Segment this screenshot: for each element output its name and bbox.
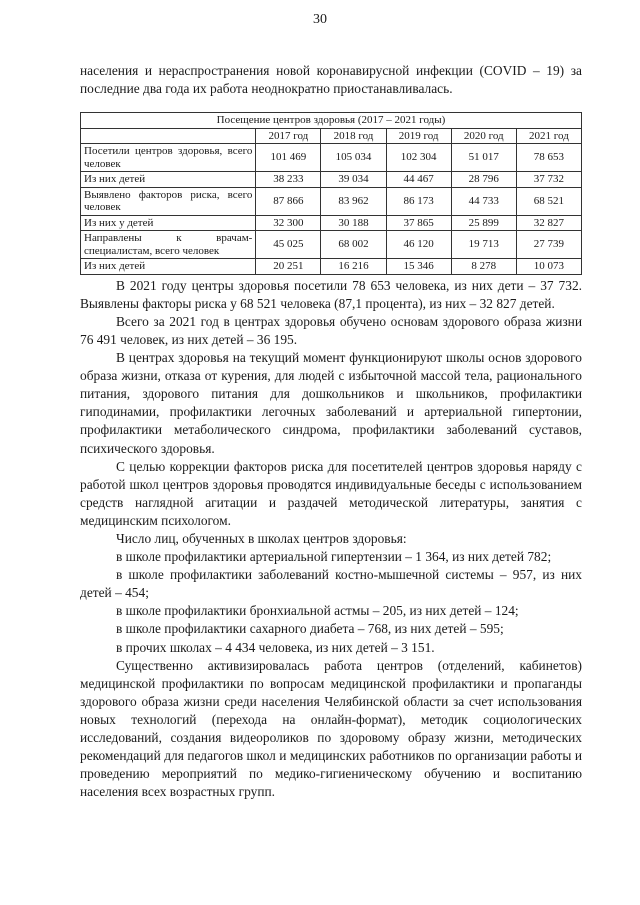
table-cell: 51 017 — [451, 144, 516, 172]
table-cell: 8 278 — [451, 259, 516, 275]
table-cell: 37 865 — [386, 215, 451, 231]
list-item: в школе профилактики артериальной гипертензии – 1 364, из них детей 782; — [116, 549, 552, 565]
table-cell: 32 827 — [516, 215, 581, 231]
document-body — [80, 62, 582, 801]
table-row — [81, 215, 582, 231]
year-header: 2021 год — [516, 128, 581, 144]
row-label: Из них детей — [81, 259, 256, 275]
table-cell: 19 713 — [451, 231, 516, 259]
table-header-empty — [81, 128, 256, 144]
table-cell: 38 233 — [256, 172, 321, 188]
table-cell: 30 188 — [321, 215, 386, 231]
list-item: в школе профилактики заболеваний костно-мышечной системы – 957, из них детей – 454; — [80, 567, 582, 601]
body-paragraph: Число лиц, обученных в школах центров здоровья: — [116, 531, 407, 546]
table-cell: 68 521 — [516, 187, 581, 215]
table-row — [81, 187, 582, 215]
health-centers-table — [80, 112, 582, 275]
table-caption-row — [81, 113, 582, 129]
table-cell: 83 962 — [321, 187, 386, 215]
table-cell: 87 866 — [256, 187, 321, 215]
table-cell: 25 899 — [451, 215, 516, 231]
table-cell: 86 173 — [386, 187, 451, 215]
table-row — [81, 144, 582, 172]
table-cell: 20 251 — [256, 259, 321, 275]
page-number: 30 — [313, 12, 327, 27]
year-header: 2019 год — [386, 128, 451, 144]
table-cell: 101 469 — [256, 144, 321, 172]
table-row — [81, 231, 582, 259]
row-label: Направлены к врачам-специалистам, всего человек — [81, 231, 256, 259]
body-paragraph: С целью коррекции факторов риска для посетителей центров здоровья наряду с работой школ центров здоровья проводятся индивидуальные беседы с использованием средств наглядной агитации и раздачей методической литературы, занятия с медицинским психологом. — [80, 458, 582, 528]
year-header: 2020 год — [451, 128, 516, 144]
row-label: Посетили центров здоровья, всего человек — [81, 144, 256, 172]
body-paragraph: Всего за 2021 год в центрах здоровья обучено основам здорового образа жизни 76 491 человек, из них детей – 36 195. — [80, 313, 582, 347]
table-caption: Посещение центров здоровья (2017 – 2021 годы) — [81, 113, 582, 129]
year-header: 2017 год — [256, 128, 321, 144]
list-item: в школе профилактики бронхиальной астмы – 205, из них детей – 124; — [116, 603, 519, 619]
trained-persons-list — [80, 548, 582, 657]
table-cell: 37 732 — [516, 172, 581, 188]
table-row — [81, 259, 582, 275]
row-label: Из них у детей — [81, 215, 256, 231]
row-label: Выявлено факторов риска, всего человек — [81, 187, 256, 215]
table-cell: 102 304 — [386, 144, 451, 172]
list-item: в школе профилактики сахарного диабета – 768, из них детей – 595; — [116, 621, 504, 637]
body-paragraph: В 2021 году центры здоровья посетили 78 653 человека, из них дети – 37 732. Выявлены факторы риска у 68 521 человека (87,1 процента), из них – 32 827 детей. — [80, 277, 582, 311]
table-cell: 105 034 — [321, 144, 386, 172]
table-cell: 39 034 — [321, 172, 386, 188]
year-header: 2018 год — [321, 128, 386, 144]
table-cell: 27 739 — [516, 231, 581, 259]
table-cell: 68 002 — [321, 231, 386, 259]
table-cell: 45 025 — [256, 231, 321, 259]
table-header-row — [81, 128, 582, 144]
table-cell: 44 733 — [451, 187, 516, 215]
intro-paragraph: населения и нераспространения новой коронавирусной инфекции (COVID – 19) за последние два года их работа неоднократно приостанавливалась. — [80, 63, 582, 97]
row-label: Из них детей — [81, 172, 256, 188]
closing-paragraph: Существенно активизировалась работа центров (отделений, кабинетов) медицинской профилактики по вопросам медицинской профилактики и пропаганды здорового образа жизни среди населения Челябинской области за счет использования новых технологий (перехода на онлайн-формат), методик социологических исследований, создания видеороликов по здоровому образу жизни, методических рекомендаций для педагогов школ и медицинских работников по организации работы и проведению мероприятий по медико-гигиеническому обучению и воспитанию населения всех возрастных групп. — [80, 657, 582, 800]
body-paragraph: В центрах здоровья на текущий момент функционируют школы основ здорового образа жизни, отказа от курения, для людей с избыточной массой тела, рационального питания, здорового питания для дошкольников и школьников, профилактики гиподинамии, профилактики легочных заболеваний и артериальной гипертонии, профилактики метаболического синдрома, профилактики заболеваний суставов, психического здоровья. — [80, 350, 582, 456]
list-item: в прочих школах – 4 434 человека, из них детей – 3 151. — [116, 639, 435, 655]
table-cell: 32 300 — [256, 215, 321, 231]
table-cell: 78 653 — [516, 144, 581, 172]
table-cell: 28 796 — [451, 172, 516, 188]
table-cell: 46 120 — [386, 231, 451, 259]
table-cell: 44 467 — [386, 172, 451, 188]
table-cell: 15 346 — [386, 259, 451, 275]
table-cell: 10 073 — [516, 259, 581, 275]
table-row — [81, 172, 582, 188]
table-cell: 16 216 — [321, 259, 386, 275]
